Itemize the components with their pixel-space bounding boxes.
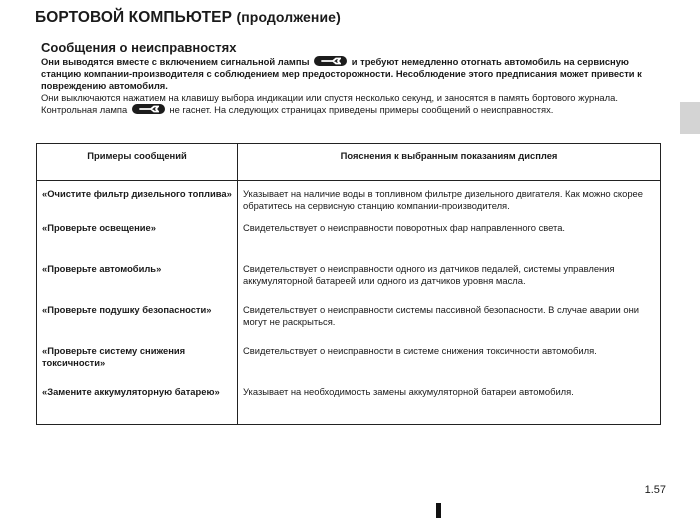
explanation-cell: Свидетельствует о неисправности поворотных фар направленного света. <box>238 222 661 263</box>
explanation-cell: Свидетельствует о неисправности одного из датчиков педалей, системы управления аккумуляторной батареей или одного из датчиков уровня масла. <box>238 263 661 304</box>
header-explanations: Пояснения к выбранным показаниям дисплея <box>238 144 661 181</box>
message-cell: «Проверьте освещение» <box>37 222 238 263</box>
side-tab <box>680 102 700 134</box>
intro-paragraph-1 <box>41 56 661 92</box>
wrench-icon <box>132 104 165 114</box>
explanation-cell: Свидетельствует о неисправности системы пассивной безопасности. В случае аварии они могут не раскрыться. <box>238 304 661 345</box>
page-title <box>35 9 341 27</box>
intro-p3-before: Контрольная лампа <box>41 104 128 116</box>
table-header-row <box>37 144 661 181</box>
messages-table <box>36 143 661 425</box>
intro-p1-after: и требуют немедленно отогнать автомобиль на сервисную станцию компании-производителя с соблюдением мер предосторожности. Несоблюдение этого предписания может привести к повреждению автомобиля. <box>41 56 642 92</box>
header-messages: Примеры сообщений <box>37 144 238 181</box>
intro-paragraph-3 <box>41 104 661 116</box>
intro-paragraph-2: Они выключаются нажатием на клавишу выбора индикации или спустя несколько секунд, и заносятся в память бортового журнала. <box>41 92 618 104</box>
intro-p3-after: не гаснет. На следующих страницах приведены примеры сообщений о неисправностях. <box>169 104 554 116</box>
table-row <box>37 181 661 223</box>
wrench-icon <box>314 56 347 66</box>
message-cell: «Замените аккумуляторную батарею» <box>37 386 238 425</box>
table-row <box>37 304 661 345</box>
table-row <box>37 386 661 425</box>
message-cell: «Проверьте систему снижения токсичности» <box>37 345 238 386</box>
page-title-suffix: (продолжение) <box>236 9 341 25</box>
page-title-main: БОРТОВОЙ КОМПЬЮТЕР <box>35 9 233 26</box>
message-cell: «Проверьте подушку безопасности» <box>37 304 238 345</box>
table-row <box>37 222 661 263</box>
table-row <box>37 345 661 386</box>
explanation-cell: Указывает на наличие воды в топливном фильтре дизельного двигателя. Как можно скорее обратитесь на сервисную станцию компании-производителя. <box>238 181 661 223</box>
intro-text <box>41 56 661 116</box>
explanation-cell: Указывает на необходимость замены аккумуляторной батареи автомобиля. <box>238 386 661 425</box>
explanation-cell: Свидетельствует о неисправности в системе снижения токсичности автомобиля. <box>238 345 661 386</box>
message-cell: «Проверьте автомобиль» <box>37 263 238 304</box>
intro-p1-before: Они выводятся вместе с включением сигнальной лампы <box>41 56 310 67</box>
section-title: Сообщения о неисправностях <box>41 40 237 55</box>
bottom-crop-mark <box>436 503 441 518</box>
page-number: 1.57 <box>644 484 666 496</box>
table-row <box>37 263 661 304</box>
message-cell: «Очистите фильтр дизельного топлива» <box>37 181 238 223</box>
